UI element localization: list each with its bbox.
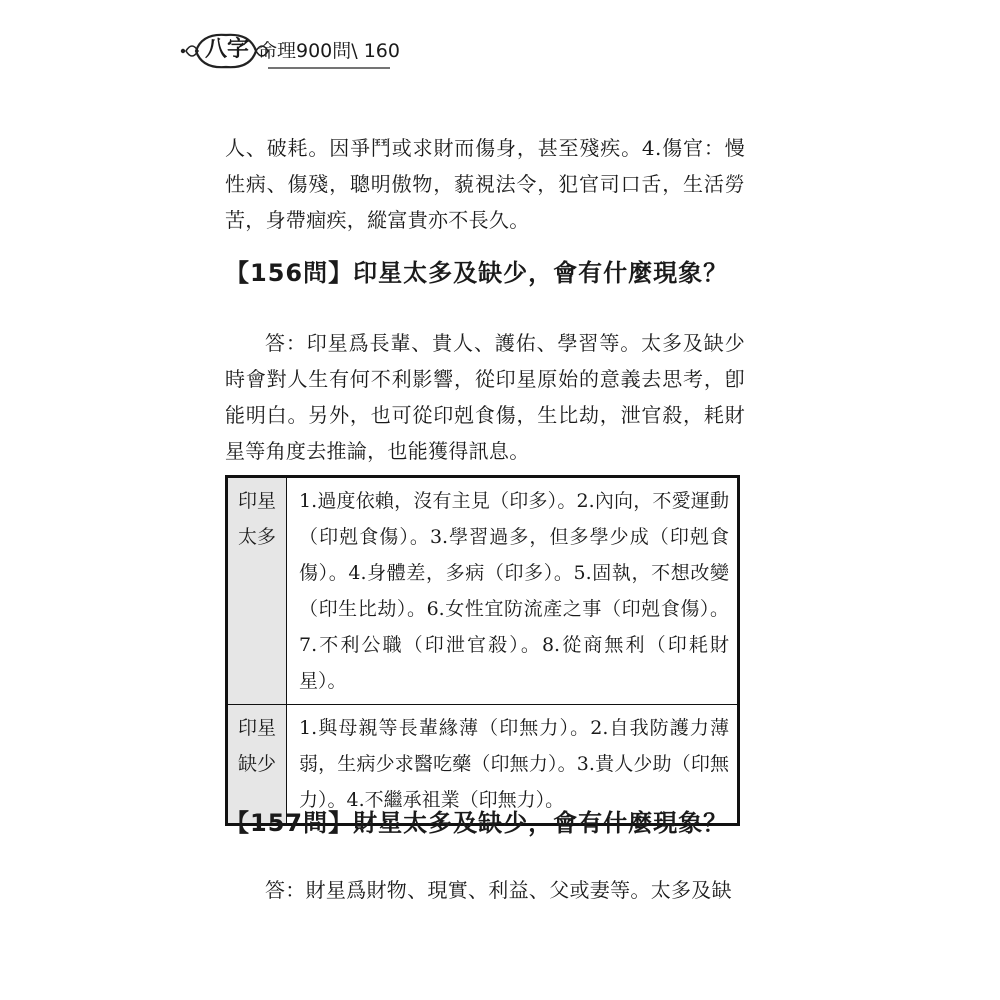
row-text-excess: 1.過度依賴，沒有主見（印多）。2.內向，不愛運動（印剋食傷）。3.學習過多，但多學少成（印剋食傷）。4.身體差，多病（印多）。5.固執，不想改變（印生比劫）。6.女性宜防流產之事（印剋食傷）。7.不利公職（印泄官殺）。8.從商無利（印耗財星）。	[287, 477, 739, 705]
answer-156-paragraph: 答：印星爲長輩、貴人、護佑、學習等。太多及缺少時會對人生有何不利影響，從印星原始的意義去思考，卽能明白。另外，也可從印剋食傷，生比劫，泄官殺，耗財星等角度去推論，也能獲得訊息。	[225, 331, 745, 463]
question-156-heading: 【156問】印星太多及缺少，會有什麼現象？	[225, 259, 729, 287]
table-row-excess	[227, 477, 739, 705]
row-label-excess	[227, 477, 287, 705]
paragraph-continued: 人、破耗。因爭鬥或求財而傷身，甚至殘疾。4.傷官：慢性病、傷殘，聰明傲物，藐視法令，犯官司口舌，生活勞苦，身帶痼疾，縱富貴亦不長久。	[225, 136, 745, 232]
label-line: 印星	[237, 717, 276, 739]
label-line: 印星	[237, 490, 276, 512]
label-line: 太多	[237, 526, 276, 548]
running-header	[180, 26, 500, 76]
page-number: 160	[363, 40, 400, 62]
header-series	[258, 38, 400, 64]
header-separator: \	[351, 40, 358, 62]
question-157-heading: 【157問】財星太多及缺少，會有什麼現象？	[225, 809, 729, 837]
answer-157-paragraph: 答：財星爲財物、現實、利益、父或妻等。太多及缺	[265, 878, 732, 902]
series-title: 命理900問	[258, 40, 352, 62]
row-text-lack: 1.與母親等長輩緣薄（印無力）。2.自我防護力薄弱，生病少求醫吃藥（印無力）。3.貴人少助（印無力）。4.不繼承祖業（印無力）。	[287, 705, 739, 825]
header-badge: 八字	[204, 37, 249, 62]
seal-star-table	[225, 475, 740, 826]
label-line: 缺少	[237, 753, 276, 775]
